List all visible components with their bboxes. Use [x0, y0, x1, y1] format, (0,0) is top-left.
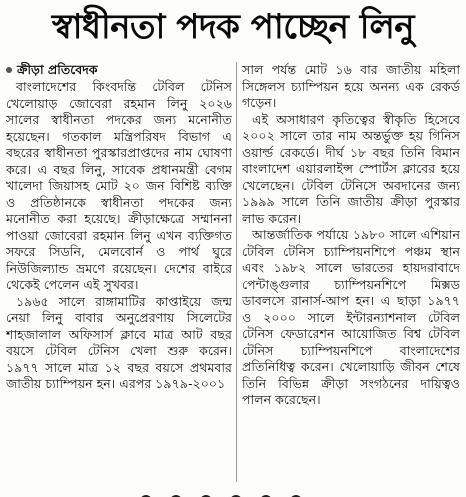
paragraph: ১৯৬৫ সালে রাঙ্গামাটির কাপ্তাইয়ে জন্ম নেয়া লিনু বাবার অনুপ্রেরণায় সিলেটের শাহজালাল অফিসার্স ক্লাবে মাত্র আট বছর বয়সে টেবিল টেনিস খেলা শুরু করেন। ১৯৭৭ সালে মাত্র ১২ বছর বয়সে প্রথমবার জাতীয় চ্যাম্পিয়ন হন। এরপর ১৯৭৯-২০০১ — [6, 293, 232, 391]
article-column-right — [242, 62, 460, 482]
article-body — [6, 62, 460, 482]
column-divider — [236, 62, 237, 482]
paragraph: আন্তর্জাতিক পর্যায়ে ১৯৮০ সালে এশিয়ান টেবিল টেনিস চ্যাম্পিয়নশিপে পঞ্চম স্থান এবং ১৯৮২ সালে ভারতের হায়দরাবাদে পেন্টাঙ্গুলার চ্যাম্পিয়নশিপে মিক্সড ডাবলসে রানার্স-আপ হন। এ ছাড়া ১৯৭৭ ও ২০০০ সালে ইন্টারন্যাশনাল টেবিল টেনিস ফেডারেশন আয়োজিত বিশ্ব টেবিল টেনিস চ্যাম্পিয়নশিপে বাংলাদেশের প্রতিনিধিত্ব করেন। খেলোয়াড়ি জীবন শেষে তিনি বিভিন্ন ক্রীড়া সংগঠনের দায়িত্বও পালন করেছেন। — [242, 227, 460, 407]
bullet-icon — [6, 67, 12, 73]
byline — [6, 62, 232, 78]
headline: স্বাধীনতা পদক পাচ্ছেন লিনু — [51, 7, 415, 47]
paragraph: বাংলাদেশের কিংবদন্তি টেবিল টেনিস খেলোয়াড় জোবেরা রহমান লিনু ২০২৬ সালের স্বাধীনতা পদকের জন্য মনোনীত হয়েছেন। গতকাল মন্ত্রিপরিষদ বিভাগ এ বছরের স্বাধীনতা পুরস্কারপ্রাপ্তদের নাম ঘোষণা করে। এ বছর লিনু, সাবেক প্রধানমন্ত্রী বেগম খালেদা জিয়াসহ মোট ২০ জন বিশিষ্ট ব্যক্তি ও প্রতিষ্ঠানকে স্বাধীনতা পদকের জন্য মনোনীত করা হয়েছে। ক্রীড়াক্ষেত্রে সম্মাননা পাওয়া জোবেরা রহমান লিনু এখন ব্যক্তিগত সফরে সিডনি, মেলবোর্ন ও পার্থ ঘুরে নিউজিল্যান্ড ভ্রমণে রয়েছেন। দেশের বাইরে থেকেই পেলেন এই সুখবর। — [6, 79, 232, 292]
paragraph: সাল পর্যন্ত মোট ১৬ বার জাতীয় মহিলা সিঙ্গেলস চ্যাম্পিয়ন হয়ে অনন্য এক রেকর্ড গড়েন। — [242, 62, 460, 110]
paragraph: এই অসাধারণ কৃতিত্বের স্বীকৃতি হিসেবে ২০০২ সালে তার নাম অন্তর্ভুক্ত হয় গিনিস ওয়ার্ল্ড রেকর্ডে। দীর্ঘ ১৮ বছর তিনি বিমান বাংলাদেশ এয়ারলাইন্স স্পোর্টস ক্লাবের হয়ে খেলেছেন। টেবিল টেনিসে অবদানের জন্য ১৯৯৯ সালে তিনি জাতীয় ক্রীড়া পুরস্কার লাভ করেন। — [242, 111, 460, 226]
byline-text: ক্রীড়া প্রতিবেদক — [17, 62, 98, 77]
article-column-left — [6, 62, 232, 482]
cut-off-next-headline — [140, 488, 326, 497]
